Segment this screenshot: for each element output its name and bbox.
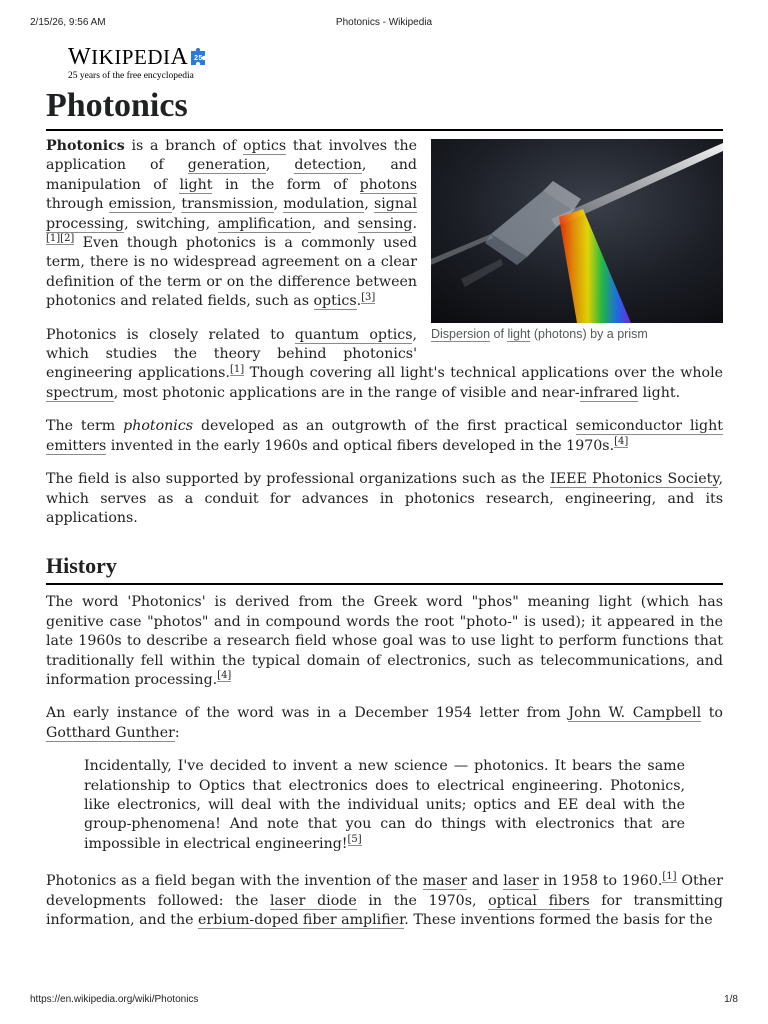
link-maser[interactable]: maser [422, 873, 468, 890]
link-transmission[interactable]: transmission [181, 196, 274, 213]
image-caption: Dispersion of light (photons) by a prism [431, 327, 648, 341]
link-infrared[interactable]: infrared [579, 384, 639, 401]
citation [230, 364, 244, 376]
print-footer [30, 994, 738, 1008]
print-datetime: 2/15/26, 9:56 AM [30, 17, 106, 28]
link-optical-fibers[interactable]: optical fibers [488, 892, 590, 909]
lead-paragraph-4: The field is also supported by professional organizations such as the IEEE Photonics Society, which serves as a conduit for advances in photonics research, engineering, and its applications. [46, 471, 723, 526]
section-heading-history: History [46, 552, 723, 585]
citation-link[interactable]: [5] [347, 834, 362, 846]
citation-link[interactable]: [3] [361, 291, 376, 303]
anniversary-badge: 25 [194, 55, 204, 62]
link-spectrum[interactable]: spectrum [46, 384, 114, 401]
citation [361, 292, 375, 304]
link-quantum-optics[interactable]: quantum optics [294, 326, 413, 343]
print-header [30, 17, 738, 31]
link-generation[interactable]: generation [187, 157, 266, 174]
citation-link[interactable]: [1] [46, 233, 61, 245]
citation-link[interactable]: [4] [614, 435, 629, 447]
citation-link[interactable]: [2] [60, 233, 75, 245]
link-amplification[interactable]: amplification [217, 215, 312, 232]
citation [217, 670, 231, 682]
link-erbium-doped-fiber-amplifier[interactable]: erbium-doped fiber amplifier [198, 912, 405, 928]
link-modulation[interactable]: modulation [283, 196, 365, 213]
lead-paragraph-2: Photonics is closely related to quantum optics, which studies the theory behind photonics' engineering applications.[1] Though covering all light's technical applications over the whole spectrum, most photonic applications are in the range of visible and near-infrared light. [46, 326, 723, 401]
citation-link[interactable]: [1] [229, 363, 245, 375]
link-gotthard-gunther[interactable]: Gotthard Gunther [46, 724, 175, 741]
history-paragraph-3: Photonics as a field began with the invention of the maser and laser in 1958 to 1960.[1] Other developments followed: the laser diode in the 1970s, optical fibers for transmitting information, and the erbium-doped fiber amplifier. These inventions formed the basis for the [46, 871, 723, 928]
print-url: https://en.wikipedia.org/wiki/Photonics [30, 994, 199, 1005]
bold-term: Photonics [46, 138, 125, 154]
link-signal-processing[interactable]: signal processing [46, 196, 417, 232]
link-semiconductor-light-emitters[interactable]: semiconductor light emitters [46, 418, 723, 454]
infobox [431, 131, 723, 343]
link-optics[interactable]: optics [243, 138, 287, 154]
link-john-w-campbell[interactable]: John W. Campbell [568, 705, 702, 722]
link-laser-diode[interactable]: laser diode [270, 892, 357, 909]
lead-paragraph-1: Photonics is a branch of optics that involves the application of generation, detection, and manipulation of light in the form of photons through emission, transmission, modulation, signal processing, switching, amplification, and sensing.[1][2] Even though photonics is a commonly used term, there is no widespread agreement on a clear definition of the term or on the difference between photonics and related fields, such as optics.[3] [46, 138, 417, 310]
puzzle-globe-icon [188, 45, 210, 67]
citation-link[interactable]: [1] [662, 871, 677, 883]
wikipedia-tagline: 25 years of the free encyclopedia [68, 71, 194, 81]
citation [614, 436, 628, 448]
history-paragraph-1: The word 'Photonics' is derived from the Greek word "phos" meaning light (which has genitive case "photos" and in compound words the root "photo-" is used); it appeared in the late 1960s to describe a research field whose goal was to use light to perform functions that traditionally fell within the typical domain of electronics, such as telecommunications, and information processing.[4] [46, 594, 723, 688]
wikipedia-wordmark: WIKIPEDIA 25 [68, 44, 218, 70]
page-title: Photonics [46, 84, 723, 131]
citation [348, 834, 362, 846]
link-detection[interactable]: detection [294, 157, 362, 174]
link-sensing[interactable]: sensing [357, 215, 413, 232]
article-content [46, 84, 723, 944]
caption-link-dispersion[interactable]: Dispersion [431, 327, 491, 341]
link-emission[interactable]: emission [108, 196, 172, 213]
caption-link-light[interactable]: light [507, 327, 531, 341]
print-page-number: 1/8 [724, 994, 738, 1005]
blockquote [84, 757, 685, 854]
link-ieee-photonics-society[interactable]: IEEE Photonics Society [550, 471, 719, 488]
link-photons[interactable]: photons [359, 176, 417, 193]
link-optics-2[interactable]: optics [313, 293, 357, 310]
lead-paragraph-3: The term photonics developed as an outgrowth of the first practical semiconductor light emitters invented in the early 1960s and optical fibers developed in the 1970s.[4] [46, 418, 723, 454]
print-page-title: Photonics - Wikipedia [335, 17, 433, 28]
quote-text: Incidentally, I've decided to invent a new science — photonics. It bears the same relationship to Optics that electronics does to electrical engineering. Photonics, like electronics, will deal with the individual units; optics and EE deal with the group-phenomena! And note that you can do things with electronics that are impossible in electrical engineering![5] [84, 758, 685, 852]
wikipedia-logo[interactable] [68, 44, 218, 84]
citation [662, 871, 676, 883]
link-laser[interactable]: laser [503, 873, 539, 890]
history-paragraph-2: An early instance of the word was in a December 1954 letter from John W. Campbell to Gotthard Gunther: [46, 705, 723, 741]
citation-link[interactable]: [4] [217, 670, 232, 682]
citation [60, 233, 74, 245]
link-light[interactable]: light [179, 176, 213, 193]
prism-dispersion-image[interactable] [431, 139, 723, 323]
citation [46, 233, 60, 245]
